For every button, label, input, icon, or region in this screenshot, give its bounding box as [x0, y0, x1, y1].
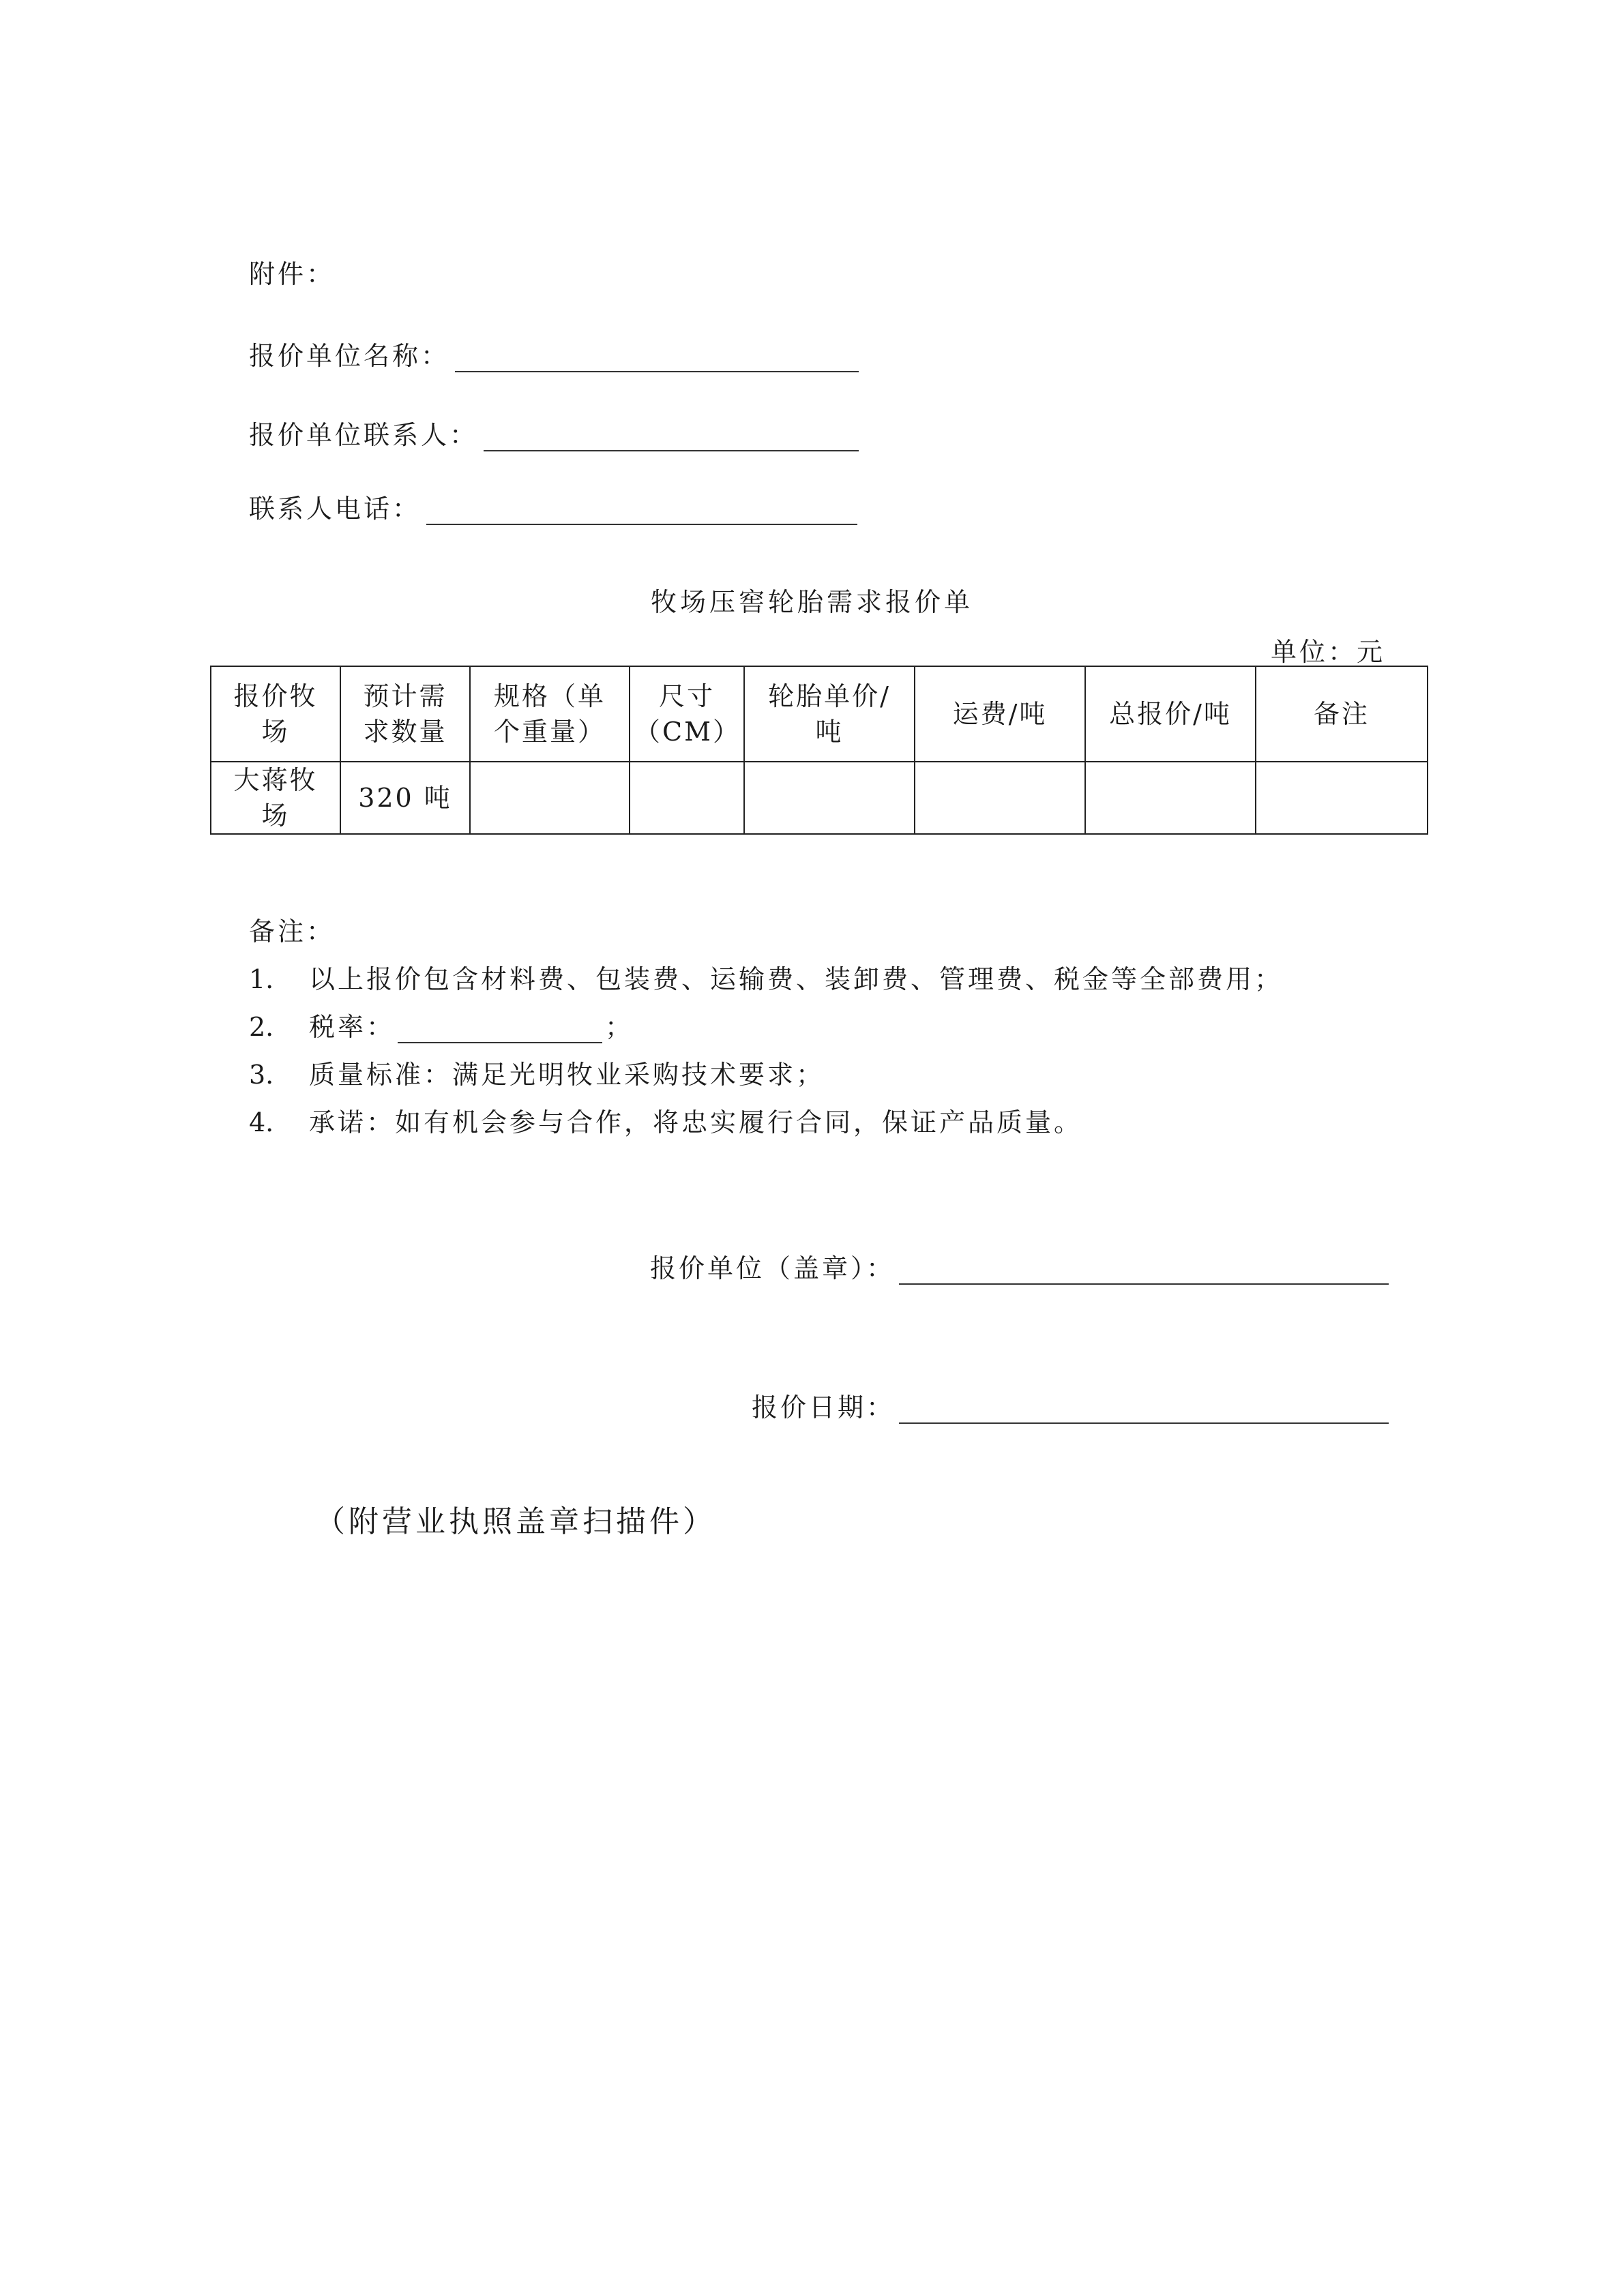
seal-row — [650, 1252, 1389, 1285]
seal-label: 报价单位（盖章）： — [649, 1253, 895, 1283]
company-name-row — [249, 340, 859, 372]
header-spec: 规格（单 个重量） — [470, 666, 630, 762]
contact-person-label: 报价单位联系人： — [249, 420, 479, 450]
cell-unit-price[interactable] — [744, 762, 915, 834]
header-total: 总报价/吨 — [1085, 666, 1256, 762]
contact-phone-label: 联系人电话： — [249, 494, 422, 524]
table-header-row — [211, 666, 1428, 762]
date-label: 报价日期： — [751, 1392, 895, 1422]
note-item-4: 4. 承诺：如有机会参与合作，将忠实履行合同，保证产品质量。 — [249, 1107, 1083, 1137]
cell-farm: 大蒋牧 场 — [211, 762, 340, 834]
cell-freight[interactable] — [915, 762, 1085, 834]
cell-size[interactable] — [630, 762, 744, 834]
company-name-field[interactable] — [455, 344, 859, 372]
header-unit-price: 轮胎单价/ 吨 — [744, 666, 915, 762]
header-size: 尺寸 （CM） — [630, 666, 744, 762]
cell-remark[interactable] — [1256, 762, 1428, 834]
note-item-2: 2. 税率： ； — [249, 1012, 634, 1042]
quote-table — [210, 666, 1428, 835]
contact-phone-field[interactable] — [426, 496, 857, 525]
note-item-1: 1. 以上报价包含材料费、包装费、运输费、装卸费、管理费、税金等全部费用； — [249, 964, 1284, 994]
cell-quantity: 320 吨 — [340, 762, 470, 834]
license-note: （附营业执照盖章扫描件） — [315, 1504, 716, 1539]
date-row — [752, 1391, 1389, 1424]
contact-phone-row — [249, 492, 857, 525]
tax-rate-field[interactable] — [398, 1016, 602, 1043]
header-farm: 报价牧 场 — [211, 666, 340, 762]
seal-field[interactable] — [899, 1256, 1389, 1285]
cell-total[interactable] — [1085, 762, 1256, 834]
unit-note: 单位：元 — [1270, 637, 1385, 667]
note-item-3: 3. 质量标准：满足光明牧业采购技术要求； — [249, 1060, 825, 1090]
document-title: 牧场压窖轮胎需求报价单 — [650, 587, 973, 617]
table-row — [211, 762, 1428, 834]
header-quantity: 预计需 求数量 — [340, 666, 470, 762]
contact-person-row — [249, 419, 859, 451]
header-freight: 运费/吨 — [915, 666, 1085, 762]
date-field[interactable] — [899, 1395, 1389, 1424]
header-remark: 备注 — [1256, 666, 1428, 762]
contact-person-field[interactable] — [484, 423, 859, 451]
company-name-label: 报价单位名称： — [249, 341, 450, 371]
notes-title: 备注： — [249, 916, 336, 946]
cell-spec[interactable] — [470, 762, 630, 834]
attachment-label: 附件： — [249, 259, 336, 289]
